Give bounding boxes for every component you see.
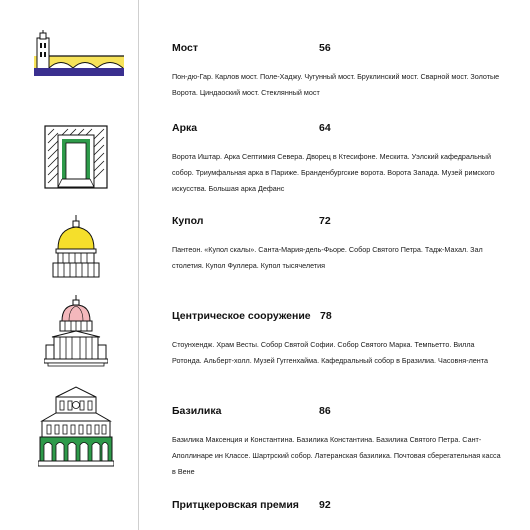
arch-icon — [44, 125, 108, 191]
entry-title: Купол — [172, 215, 204, 227]
contents-entry — [172, 498, 502, 512]
entry-page-number: 86 — [319, 405, 331, 417]
entry-page-number: 78 — [320, 310, 332, 322]
entry-title: Арка — [172, 122, 198, 134]
contents-entry — [172, 121, 502, 197]
entry-description: Базилика Максенция и Константина. Базилика Константина. Базилика Святого Петра. Сант-Аполлинаре ин Классе. Шартрский собор. Латеранская базилика. Почтовая сберегательная касса в Вене — [172, 435, 501, 476]
dome-icon — [50, 215, 102, 279]
column-divider — [138, 0, 139, 530]
central-building-icon — [44, 295, 108, 367]
entry-description: Пон-дю-Гар. Карлов мост. Поле-Хаджу. Чугунный мост. Бруклинский мост. Сварной мост. Золотые Ворота. Циндаоский мост. Стеклянный мост — [172, 72, 500, 97]
entry-title: Притцкеровская премия — [172, 499, 299, 511]
bridge-icon — [30, 30, 126, 80]
entry-title: Центрическое сооружение — [172, 310, 311, 322]
entry-page-number: 64 — [319, 122, 331, 134]
contents-entry — [172, 41, 502, 101]
entry-title: Базилика — [172, 405, 222, 417]
entry-description: Пантеон. «Купол скалы». Санта-Мария-дель-Фьоре. Собор Святого Петра. Тадж-Махал. Зал столетия. Купол Фуллера. Купол тысячелетия — [172, 245, 483, 270]
contents-entry — [172, 214, 502, 274]
entry-title: Мост — [172, 42, 199, 54]
contents-entry — [172, 309, 502, 369]
basilica-icon — [38, 385, 114, 469]
entry-description: Стоунхендж. Храм Весты. Собор Святой Софии. Собор Святого Марка. Темпьетто. Вилла Ротонда. Альберт-холл. Музей Гуггенхайма. Кафедральный собор в Бразилиа. Часовня-лента — [172, 340, 488, 365]
entry-description: Ворота Иштар. Арка Септимия Севера. Дворец в Ктесифоне. Мескита. Уэлский кафедральный собор. Триумфальная арка в Париже. Бранденбургские ворота. Ворота Запада. Музей римского искусства. Большая арка Дефанс — [172, 152, 495, 193]
contents-entry — [172, 404, 502, 480]
entry-page-number: 72 — [319, 215, 331, 227]
entry-page-number: 92 — [319, 499, 331, 511]
entry-page-number: 56 — [319, 42, 331, 54]
